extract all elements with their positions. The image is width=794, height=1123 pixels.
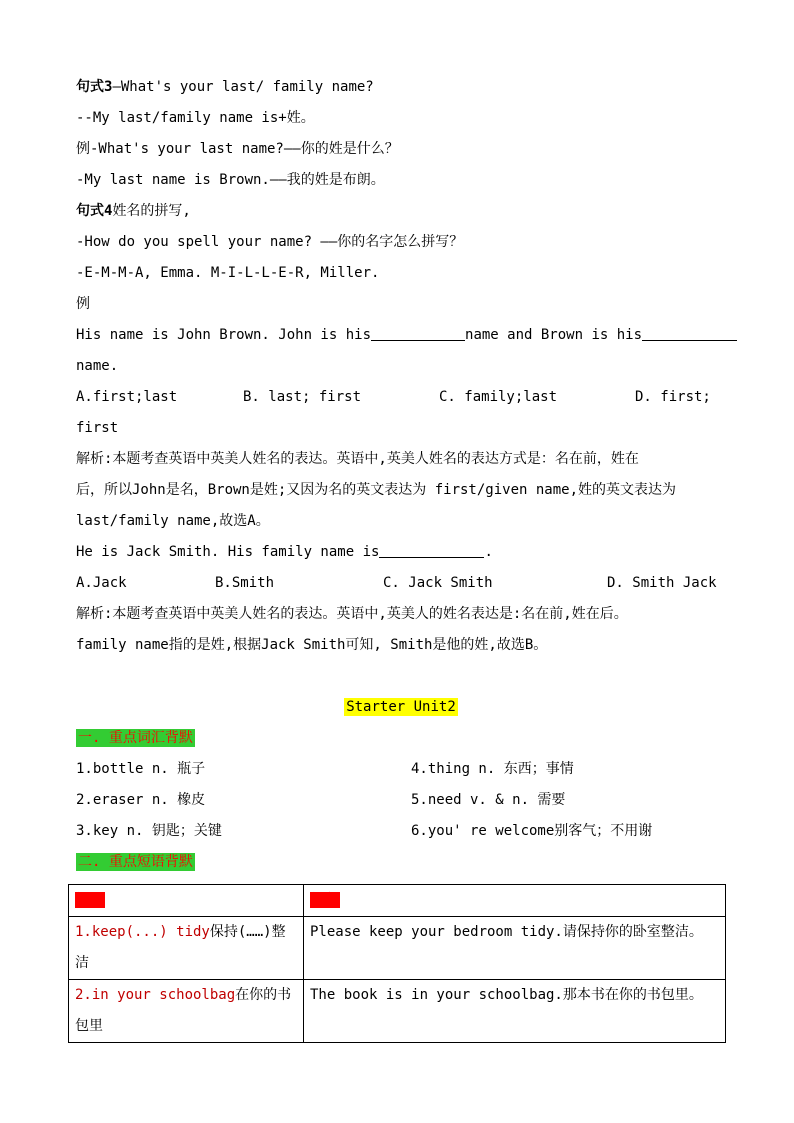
pattern3-example-answer: -My last name is Brown.——我的姓是布朗。	[76, 172, 385, 188]
q1-option-b[interactable]: B. last; first	[243, 389, 362, 405]
table-header-row	[69, 885, 726, 917]
example-label: 例	[76, 296, 90, 312]
vocab-row-2	[76, 785, 726, 816]
vocab-item-eraser: 2.eraser n. 橡皮	[76, 792, 206, 808]
pattern4-label: 句式4	[76, 203, 113, 219]
q1-option-d-wrap: first	[76, 420, 119, 436]
vocab-item-thing: 4.thing n. 东西；事情	[411, 761, 574, 777]
pattern4-title	[76, 196, 726, 227]
example-cell: Please keep your bedroom tidy.请保持你的卧室整洁。	[304, 917, 726, 980]
phrase-table	[68, 884, 726, 1043]
vocab-item-welcome: 6.you' re welcome别客气；不用谢	[411, 823, 653, 839]
phrase-cell	[69, 917, 304, 980]
phrase-heading	[76, 847, 726, 878]
pattern3-example-question: 例-What's your last name?——你的姓是什么？	[76, 141, 399, 157]
q1-options	[76, 382, 726, 413]
example-cell: The book is in your schoolbag.那本书在你的书包里。	[304, 980, 726, 1043]
q2-blank[interactable]	[379, 541, 484, 558]
q1-option-a[interactable]: A.first;last	[76, 389, 178, 405]
q1-option-c[interactable]: C. family;last	[439, 389, 558, 405]
header-phrase-text: 短语	[76, 892, 104, 908]
table-header-phrase	[69, 885, 304, 917]
pattern4-answer: -E-M-M-A, Emma. M-I-L-L-E-R, Miller.	[76, 265, 380, 281]
vocab-row-3	[76, 816, 726, 847]
table-row	[69, 917, 726, 980]
q2-option-a[interactable]: A.Jack	[76, 575, 127, 591]
q2-option-c[interactable]: C. Jack Smith	[383, 575, 493, 591]
pattern3-label: 句式3	[76, 79, 113, 95]
q2-option-b[interactable]: B.Smith	[215, 575, 275, 591]
phrase-english: 2.in your schoolbag	[75, 987, 236, 1003]
q1-blank-1[interactable]	[371, 324, 465, 341]
phrase-heading-text: 二. 重点短语背默	[78, 854, 193, 870]
q2-stem	[76, 537, 726, 568]
vocab-item-bottle: 1.bottle n. 瓶子	[76, 761, 206, 777]
phrase-cell	[69, 980, 304, 1043]
pattern3-answer: --My last/family name is+姓。	[76, 110, 315, 126]
q2-analysis-1: 解析:本题考查英语中英美人姓名的表达。英语中,英美人的姓名表达是:名在前,姓在后。	[76, 606, 628, 622]
q2-stem-end: .	[484, 544, 493, 560]
q1-option-d[interactable]: D. first;	[635, 389, 711, 405]
q2-option-d[interactable]: D. Smith Jack	[607, 575, 717, 591]
q2-options	[76, 568, 726, 599]
pattern3-question-text: —What's your last/ family name?	[112, 79, 374, 95]
q1-analysis-1: 解析:本题考查英语中英美人姓名的表达。英语中,英美人姓名的表达方式是：名在前，姓在	[76, 451, 639, 467]
vocab-heading-text: 一. 重点词汇背默	[78, 730, 193, 746]
phrase-english: 1.keep(...) tidy	[75, 924, 210, 940]
table-header-example	[304, 885, 726, 917]
pattern4-question: -How do you spell your name? ——你的名字怎么拼写？	[76, 234, 464, 250]
document-page	[76, 72, 726, 878]
q1-blank-2[interactable]	[642, 324, 737, 341]
q1-stem	[76, 320, 726, 351]
q1-analysis-2: 后，所以John是名，Brown是姓;又因为名的英文表达为 first/given name,姓的英文表达为	[76, 482, 677, 498]
phrase-chinese: 在你的书包里	[75, 987, 292, 1034]
q1-stem-part2: name and Brown is his	[465, 327, 643, 343]
table-row	[69, 980, 726, 1043]
phrase-chinese: 保持(……)整洁	[75, 924, 286, 971]
q2-analysis-2: family name指的是姓,根据Jack Smith可知, Smith是他的姓,故选B。	[76, 637, 548, 653]
pattern3-question	[76, 72, 726, 103]
q2-stem-part1: He is Jack Smith. His family name is	[76, 544, 380, 560]
q1-analysis-3: last/family name,故选A。	[76, 513, 270, 529]
vocab-heading	[76, 723, 726, 754]
header-example-text: 例句	[311, 892, 339, 908]
pattern4-title-text: 姓名的拼写,	[112, 203, 191, 219]
q1-stem-part1: His name is John Brown. John is his	[76, 327, 372, 343]
unit-title-text: Starter Unit2	[346, 699, 456, 715]
unit-title	[76, 692, 726, 723]
q1-stem-end: name.	[76, 358, 119, 374]
vocab-item-key: 3.key n. 钥匙；关键	[76, 823, 222, 839]
vocab-row-1	[76, 754, 726, 785]
vocab-item-need: 5.need v. & n. 需要	[411, 792, 566, 808]
